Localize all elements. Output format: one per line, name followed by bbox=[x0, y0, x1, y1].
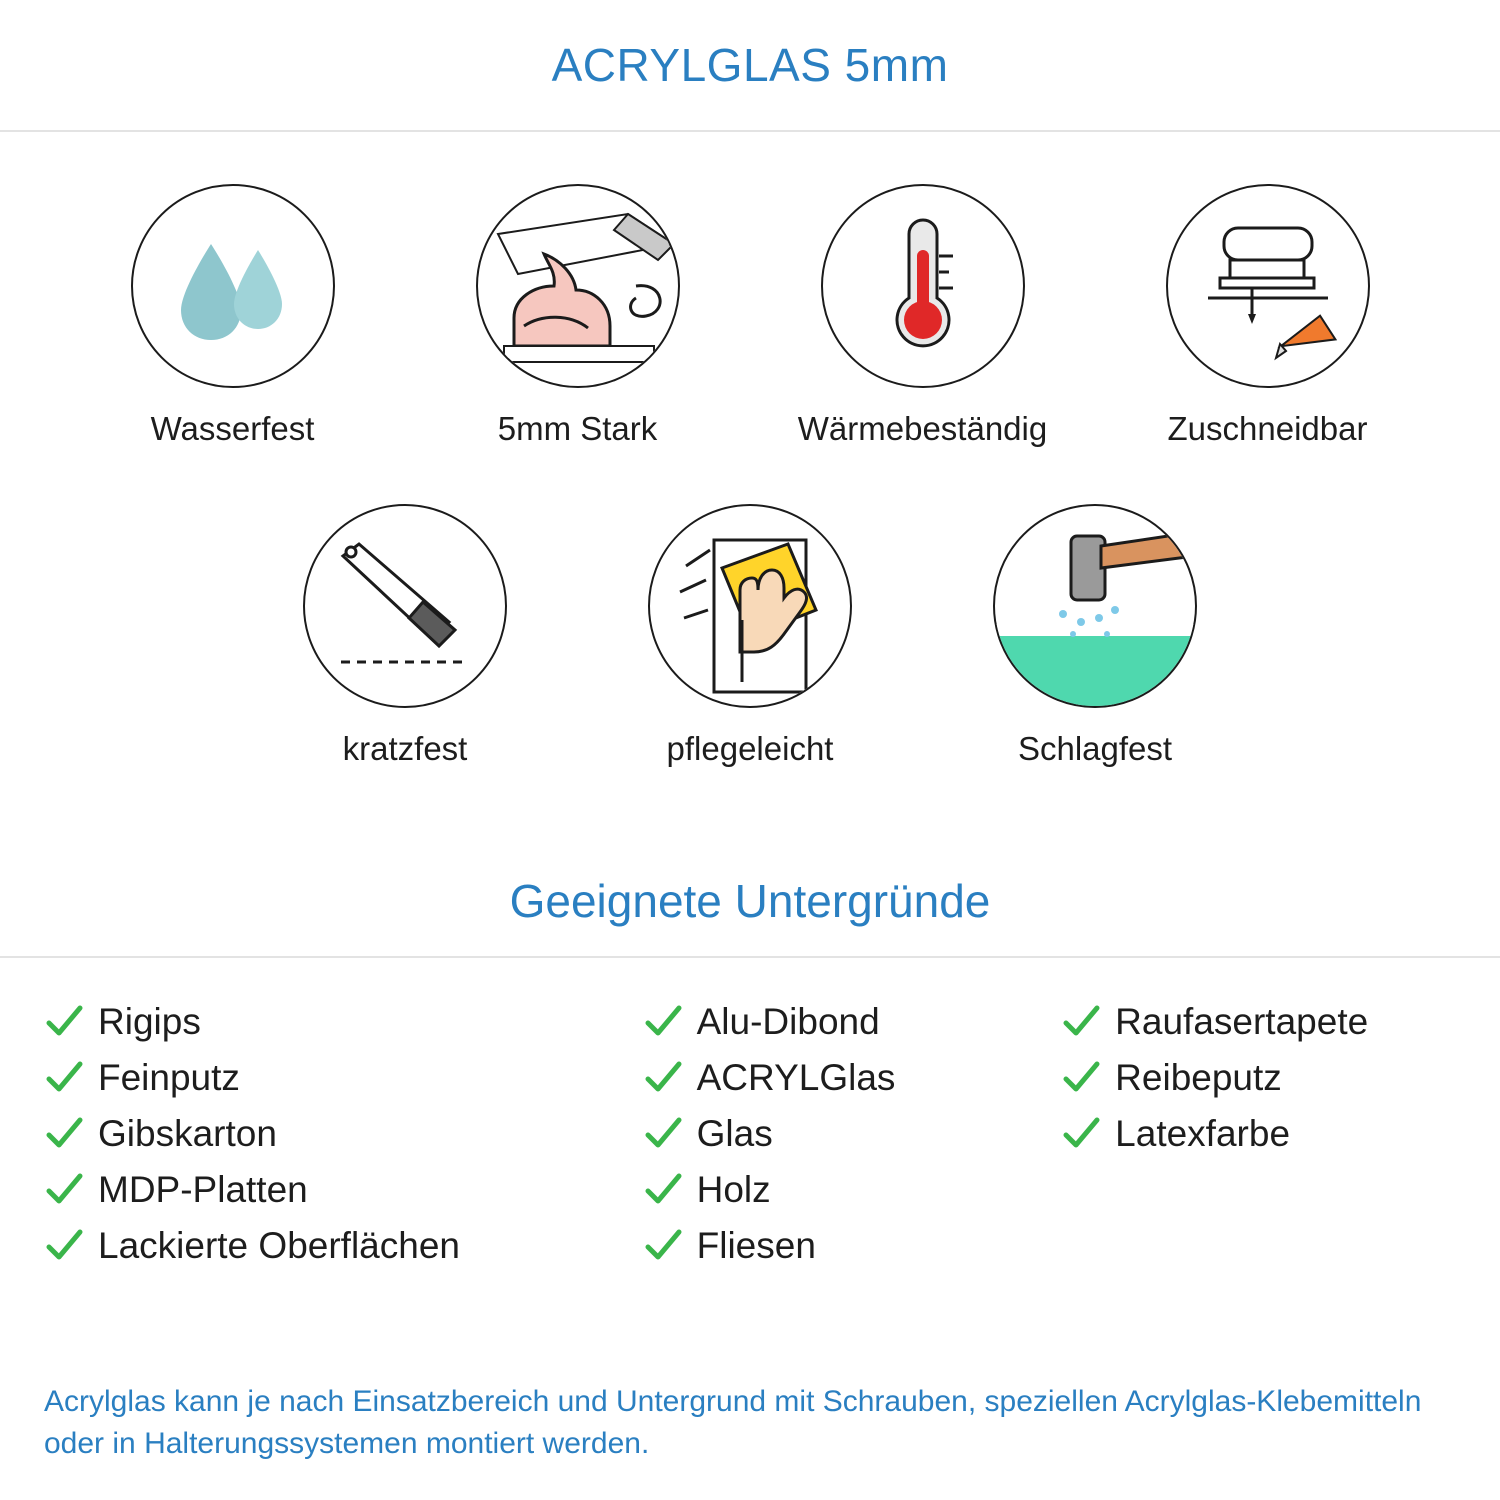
check-icon bbox=[44, 1114, 84, 1154]
substrates-column-3 bbox=[1061, 994, 1470, 1274]
list-item-label: ACRYLGlas bbox=[696, 1057, 896, 1098]
feature-label: kratzfest bbox=[342, 730, 468, 767]
check-icon bbox=[643, 1058, 683, 1098]
hammer-impact-icon bbox=[993, 504, 1197, 708]
feature-pflegeleicht bbox=[578, 504, 923, 768]
check-icon bbox=[1061, 1058, 1101, 1098]
jigsaw-cutter-icon bbox=[1166, 184, 1370, 388]
check-icon bbox=[643, 1226, 683, 1266]
feature-label: Schlagfest bbox=[1017, 730, 1173, 767]
list-item-label: Fliesen bbox=[696, 1225, 816, 1266]
feature-5mm-stark bbox=[405, 184, 750, 448]
feature-wasserfest bbox=[60, 184, 405, 448]
feature-schlagfest bbox=[923, 504, 1268, 768]
check-icon bbox=[44, 1058, 84, 1098]
footer-note: Acrylglas kann je nach Einsatzbereich und Untergrund mit Schrauben, speziellen Acrylglas-Klebemitteln oder in Halterungssystemen montiert werden. bbox=[44, 1385, 1422, 1460]
list-item-label: Glas bbox=[696, 1113, 773, 1154]
feature-zuschneidbar bbox=[1095, 184, 1440, 448]
list-item bbox=[44, 1106, 643, 1162]
check-icon bbox=[44, 1226, 84, 1266]
substrates-column-1 bbox=[30, 994, 643, 1274]
feature-label: 5mm Stark bbox=[497, 410, 658, 447]
substrates-title: Geeignete Untergründe bbox=[509, 875, 991, 927]
list-item-label: Holz bbox=[696, 1169, 771, 1210]
thermometer-icon bbox=[821, 184, 1025, 388]
list-item-label: Gibskarton bbox=[98, 1113, 277, 1154]
list-item bbox=[44, 1218, 643, 1274]
substrates-header bbox=[0, 846, 1500, 958]
feature-waermebestaendig bbox=[750, 184, 1095, 448]
list-item bbox=[1061, 1050, 1470, 1106]
list-item bbox=[44, 994, 643, 1050]
feature-kratzfest bbox=[233, 504, 578, 768]
check-icon bbox=[1061, 1002, 1101, 1042]
water-drops-icon bbox=[131, 184, 335, 388]
list-item-label: Alu-Dibond bbox=[696, 1001, 880, 1042]
features-section bbox=[0, 132, 1500, 768]
list-item bbox=[643, 1050, 1062, 1106]
feature-label: Wasserfest bbox=[150, 410, 315, 447]
list-item-label: Raufasertapete bbox=[1115, 1001, 1369, 1042]
check-icon bbox=[1061, 1114, 1101, 1154]
check-icon bbox=[44, 1002, 84, 1042]
feature-label: pflegeleicht bbox=[666, 730, 834, 767]
feature-label: Wärmebeständig bbox=[797, 410, 1048, 447]
check-icon bbox=[44, 1170, 84, 1210]
list-item-label: Reibeputz bbox=[1115, 1057, 1282, 1098]
knife-scratch-icon bbox=[303, 504, 507, 708]
feature-label: Zuschneidbar bbox=[1167, 410, 1368, 447]
feature-row-2 bbox=[0, 504, 1500, 768]
list-item bbox=[44, 1050, 643, 1106]
feature-row-1 bbox=[0, 184, 1500, 448]
list-item-label: Lackierte Oberflächen bbox=[98, 1225, 460, 1266]
check-icon bbox=[643, 1114, 683, 1154]
check-icon bbox=[643, 1002, 683, 1042]
list-item bbox=[643, 994, 1062, 1050]
list-item-label: Rigips bbox=[98, 1001, 201, 1042]
list-item-label: Latexfarbe bbox=[1115, 1113, 1291, 1154]
substrates-list bbox=[0, 958, 1500, 1274]
header bbox=[0, 0, 1500, 132]
flexed-arm-icon bbox=[476, 184, 680, 388]
list-item bbox=[643, 1162, 1062, 1218]
list-item bbox=[44, 1162, 643, 1218]
list-item bbox=[1061, 1106, 1470, 1162]
page-title: ACRYLGLAS 5mm bbox=[551, 39, 949, 91]
list-item-label: Feinputz bbox=[98, 1057, 240, 1098]
list-item bbox=[643, 1106, 1062, 1162]
check-icon bbox=[643, 1170, 683, 1210]
hand-cloth-icon bbox=[648, 504, 852, 708]
substrates-column-2 bbox=[643, 994, 1062, 1274]
list-item-label: MDP-Platten bbox=[98, 1169, 308, 1210]
list-item bbox=[1061, 994, 1470, 1050]
list-item bbox=[643, 1218, 1062, 1274]
